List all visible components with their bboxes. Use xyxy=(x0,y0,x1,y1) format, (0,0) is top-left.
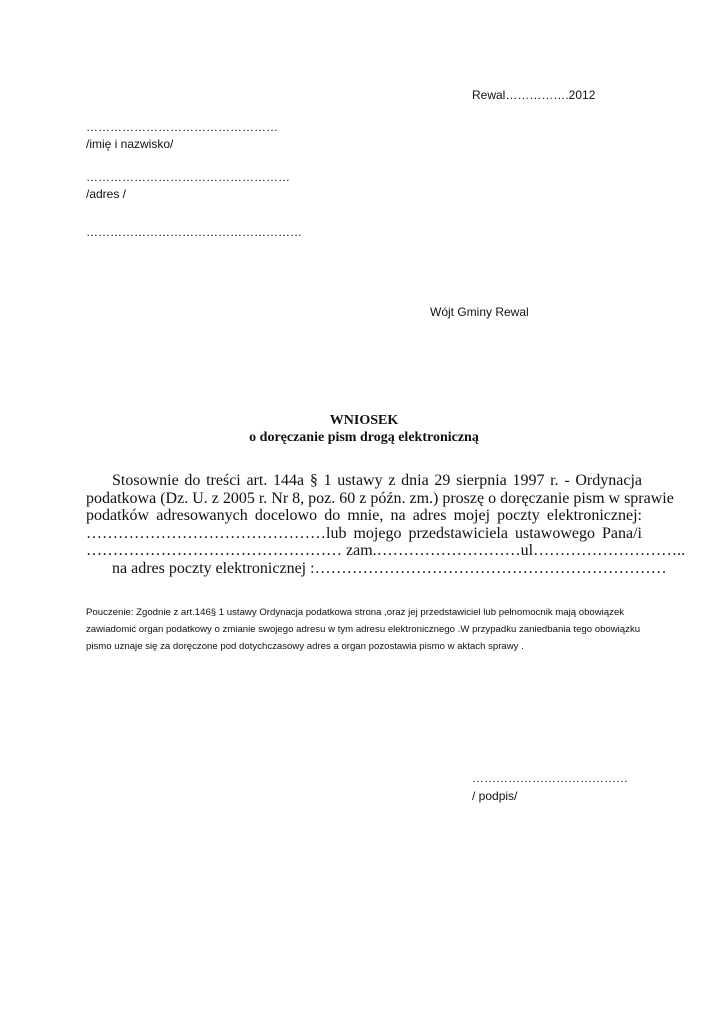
body-line: na adres poczty elektronicznej :………………………………………………………… xyxy=(112,559,667,577)
signature-label: / podpis/ xyxy=(472,789,518,803)
body-line: ………………………………………lub mojego przedstawiciela ustawowego Pana/i xyxy=(86,524,642,542)
address-dotted-line: …………………………………………… xyxy=(86,170,290,184)
title-heading: WNIOSEK xyxy=(329,413,399,428)
address-label: /adres / xyxy=(86,187,127,201)
name-dotted-line: ………………………………………… xyxy=(86,120,278,134)
body-line: podatkowa (Dz. U. z 2005 r. Nr 8, poz. 60 z późn. zm.) proszę o doręczanie pism w sprawie xyxy=(86,489,674,507)
name-label: /imię i nazwisko/ xyxy=(86,137,174,151)
signature-dotted-line: ………………………………… xyxy=(472,771,628,785)
request-body xyxy=(86,472,686,577)
body-line: Stosownie do treści art. 144a § 1 ustawy z dnia 29 sierpnia 1997 r. - Ordynacja xyxy=(112,472,642,489)
address-dotted-line-2: ……………………………………………… xyxy=(86,225,302,239)
body-line: podatków adresowanych docelowo do mnie, na adres mojej poczty elektronicznej: xyxy=(86,507,642,524)
body-line: ………………………………………… zam.………………………ul……………………….. xyxy=(86,542,686,559)
recipient-label: Wójt Gminy Rewal xyxy=(430,305,529,319)
notice-paragraph: Pouczenie: Zgodnie z art.146§ 1 ustawy Ordynacja podatkowa strona ,oraz jej przedstawiciel lub pełnomocnik mają obowiązek zawiadomić organ podatkowy o zmianie swojego adresu w tym adresu elektronicznego .W przypadku zaniedbania tego obowiązku pismo uznaje się za doręczone pod dotychczasowy adres a organ pozostawia pismo w aktach sprawy . xyxy=(86,607,641,652)
document-title xyxy=(86,412,642,446)
date-line: Rewal…………….2012 xyxy=(472,88,596,102)
title-subheading: o doręczanie pism drogą elektroniczną xyxy=(249,430,479,445)
